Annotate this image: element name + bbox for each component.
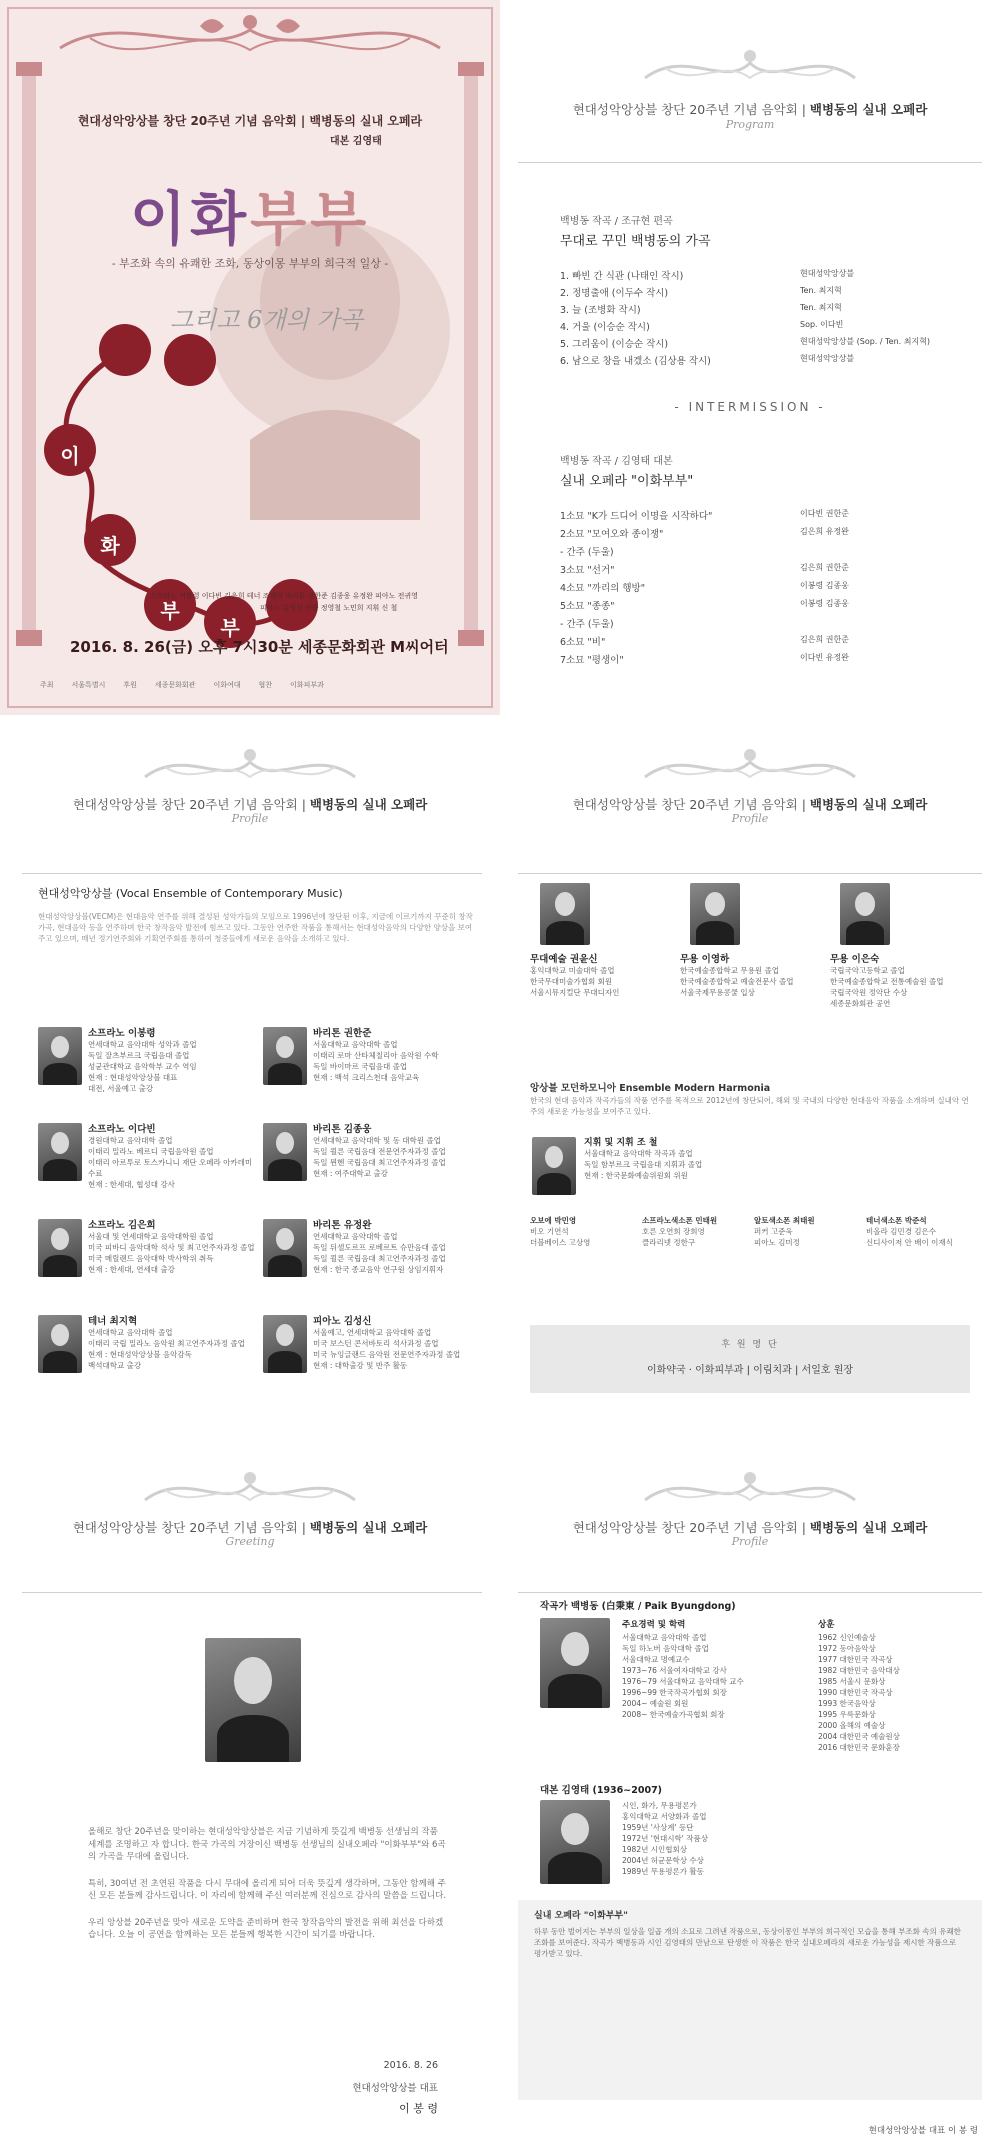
edu-item: 서울대학교 음악대학 졸업 (622, 1633, 707, 1642)
avatar-head (51, 1228, 69, 1250)
ornament-icon (635, 737, 865, 795)
part2-title: 실내 오페라 "이화부부" (560, 474, 694, 489)
running-text: 현대성악앙상블 창단 20주년 기념 음악회 | (572, 1520, 810, 1535)
member-bio-line: 이태리 로마 산타체칠리아 음악원 수학 (313, 1051, 439, 1060)
player-role: 알토색소폰 최태원 (754, 1216, 815, 1225)
sponsor-label-1: 주최 (40, 681, 54, 689)
librettist-photo (540, 1800, 610, 1884)
member-photo (263, 1123, 307, 1181)
part1-credit: 백병동 작곡 / 조규현 편곡 (560, 216, 673, 227)
running-header (500, 1518, 1000, 1536)
part2-credit: 백병동 작곡 / 김영태 대본 (560, 456, 673, 467)
avatar-head (51, 1036, 69, 1058)
staff-role: 무대예술 권윤신 (530, 954, 598, 965)
conductor-bio-line: 서울대학교 음악대학 작곡과 졸업 (584, 1149, 693, 1158)
program-page (500, 0, 1000, 715)
profile-left-page (0, 715, 500, 1425)
player-line: 비오 기연석 (530, 1227, 569, 1236)
member-bio-line: 현재 : 대학출강 및 반주 활동 (313, 1361, 408, 1370)
scene-cast: 이다빈 유정완 (800, 653, 849, 662)
running-bold: 백병동의 실내 오페라 (809, 1520, 928, 1535)
player-role: 소프라노색소폰 민태원 (642, 1216, 718, 1225)
member-bio-line: 독일 뒤셀도르프 로베르트 슈만음대 졸업 (313, 1243, 446, 1252)
staff-photo (690, 883, 740, 945)
member-role: 바리톤 유정완 (313, 1220, 372, 1231)
edu-item: 독일 하노버 음악대학 졸업 (622, 1644, 709, 1653)
poster-chain-illustration (30, 320, 330, 680)
scene-title: 5소묘 "종종" (560, 601, 615, 612)
ensemble-heading: 현대성악앙상블 (Vocal Ensemble of Contemporary Music) (38, 887, 343, 900)
player-line: 호른 오연희 장희영 (642, 1227, 705, 1236)
running-text: 현대성악앙상블 창단 20주년 기념 음악회 | (72, 797, 310, 812)
member-bio-line: 현재 : 한국 종교음악 연구원 상임지휘자 (313, 1265, 444, 1274)
section-label: Profile (731, 812, 769, 825)
divider (22, 873, 482, 874)
poster-title (130, 172, 370, 256)
poster-venue: 세종문화회관 M씨어터 (298, 638, 449, 656)
running-bold: 백병동의 실내 오페라 (809, 797, 928, 812)
part1-title: 무대로 꾸민 백병동의 가곡 (560, 234, 711, 249)
song-title: 1. 빠빈 간 식관 (나태인 작시) (560, 271, 684, 282)
member-bio (313, 1025, 483, 1083)
member-photo (263, 1219, 307, 1277)
avatar-bust (846, 921, 884, 945)
member-bio-line: 현재 : 한세대, 연세대 출강 (88, 1265, 175, 1274)
composer-award-title: 상훈 (818, 1620, 835, 1630)
librettist-heading: 대본 김영태 (1936~2007) (540, 1785, 663, 1796)
award-item: 1982 대한민국 음악대상 (818, 1666, 900, 1675)
running-bold: 백병동의 실내 오페라 (309, 797, 428, 812)
member-bio-line: 경원대학교 음악대학 졸업 (88, 1136, 173, 1145)
member-role: 바리톤 김종웅 (313, 1124, 372, 1135)
member-bio-line: 현재 : 백석 크리스천대 음악교육 (313, 1073, 420, 1082)
song-performer: 현대성악앙상블 (800, 354, 855, 363)
poster-subtitle (70, 112, 430, 129)
avatar-bust (696, 921, 734, 945)
avatar-head (276, 1132, 294, 1154)
divider (518, 162, 982, 163)
chain-char-3: 부 (160, 599, 180, 623)
avatar-bust (43, 1351, 76, 1373)
scene-cast: 김은희 유정완 (800, 527, 849, 536)
sponsor-label-3: 협찬 (258, 681, 273, 689)
profile-right-page (500, 715, 1000, 1425)
member-bio-line: 현재 : 현대성악앙상블 대표 (88, 1073, 178, 1082)
player-block (754, 1215, 862, 1248)
librettist-item: 홍익대학교 서양화과 졸업 (622, 1812, 707, 1821)
running-text: 현대성악앙상블 창단 20주년 기념 음악회 | (572, 797, 810, 812)
member-bio (88, 1217, 258, 1275)
member-bio (313, 1217, 483, 1275)
support-names: 이화약국 · 이화피부과 | 이림치과 | 서일호 원장 (646, 1365, 854, 1376)
edu-item: 1976~79 서울대학교 음악대학 교수 (622, 1677, 744, 1686)
member-bio-line: 현재 : 한세대, 협성대 강사 (88, 1180, 175, 1189)
member-role: 테너 최지혁 (88, 1316, 138, 1327)
avatar-head (705, 892, 725, 916)
ornament-icon (135, 737, 365, 795)
scene-title: 4소묘 "까리의 행방" (560, 583, 646, 594)
award-item: 1993 한국음악상 (818, 1699, 876, 1708)
scene-cast: 이봉령 김종웅 (800, 581, 849, 590)
member-bio-line: 서울대 및 연세대학교 음악대학원 졸업 (88, 1232, 214, 1241)
scene-cast: 이봉령 김종웅 (800, 599, 849, 608)
member-bio-line: 미국 뉴잉글랜드 음악원 전문연주자과정 졸업 (313, 1350, 461, 1359)
staff-bio (830, 951, 972, 1009)
player-block (530, 1215, 638, 1248)
running-header (0, 1518, 500, 1536)
member-photo (38, 1315, 82, 1373)
award-item: 1990 대한민국 작곡상 (818, 1688, 893, 1697)
avatar-bust (43, 1255, 76, 1277)
member-bio (313, 1313, 483, 1371)
member-bio-line: 이태리 밀라노 베르디 국립음악원 졸업 (88, 1147, 214, 1156)
player-line: 더블베이스 고상영 (530, 1238, 591, 1247)
scene-title: 2소묘 "모여오와 종이쟁" (560, 529, 664, 540)
member-role: 피아노 김성신 (313, 1316, 372, 1327)
staff-bio (680, 951, 822, 998)
scene-cast: 김은희 권한준 (800, 635, 849, 644)
ensemble-intro: 현대성악앙상블(VECM)은 현대음악 연주를 위해 결성된 성악가들의 모임으로 1996년에 창단된 이후, 지금에 이르기까지 꾸준히 창작가곡, 현대음악 등을 연주하며 한국 창작음악 발전에 힘쓰고 있다. 그동안 연주한 작품을 통해서는 현대성악음악의 다양한 양상을 보여주고 있으며, 매년 정기연주회와 기획연주회를 통하여 청중들에게 새로운 음악을 소개하고 있다. (38, 912, 473, 943)
conductor-block (584, 1135, 964, 1181)
scene-cast: 이다빈 권한준 (800, 509, 849, 518)
divider (518, 1592, 982, 1593)
member-bio-line: 백석대학교 출강 (88, 1361, 142, 1370)
conductor-bio (584, 1148, 964, 1181)
composer-award-list (818, 1632, 988, 1753)
synopsis-title: 실내 오페라 "이화부부" (534, 1911, 628, 1921)
poster-title-a: 이화 (130, 185, 251, 253)
member-bio-line: 연세대학교 음악대학 졸업 (88, 1328, 173, 1337)
sponsor-2: 세종문화회관 (154, 681, 196, 689)
synopsis-text: 하루 동안 벌어지는 부부의 일상을 일곱 개의 소묘로 그려낸 작품으로, 동상이몽인 부부의 희극적인 모습을 통해 부조화 속의 유쾌한 조화를 보여준다. 작곡가 백병동과 시인 김영태의 만남으로 탄생한 이 작품은 한국 실내오페라의 새로운 가능성을 제시한 작품으로 평가받고 있다. (534, 1927, 961, 1958)
member-role: 소프라노 이봉령 (88, 1028, 156, 1039)
avatar-bust (268, 1255, 301, 1277)
song-title: 5. 그리움이 (이승순 작시) (560, 339, 669, 350)
poster-credits (150, 590, 480, 614)
scene-title: 7소묘 "평생이" (560, 655, 624, 666)
poster-subtitle-script: 그리고 6개의 가곡 (170, 306, 363, 334)
award-item: 2000 올해의 예술상 (818, 1721, 886, 1730)
avatar-bust (268, 1159, 301, 1181)
librettist-item: 2004년 허균문학상 수상 (622, 1856, 704, 1865)
avatar-bust (43, 1063, 76, 1085)
member-photo (38, 1027, 82, 1085)
song-title: 3. 늘 (조병화 작시) (560, 305, 641, 316)
librettist-item: 1989년 무용평론가 활동 (622, 1867, 704, 1876)
member-role: 소프라노 이다빈 (88, 1124, 156, 1135)
avatar-bust (43, 1159, 76, 1181)
conductor-bio-line: 독일 함부르크 국립음대 지휘과 졸업 (584, 1160, 703, 1169)
poster-subtitle-2: 대본 김영태 (330, 136, 382, 147)
greeting-body (88, 1826, 448, 1956)
staff-bio-line: 세종문화회관 공연 (830, 999, 891, 1008)
staff-bio-line: 홍익대학교 미술대학 졸업 (530, 966, 615, 975)
member-bio-line: 성균관대학교 음악학부 교수 역임 (88, 1062, 197, 1071)
avatar-head (855, 892, 875, 916)
player-line: 퍼커 고준욱 (754, 1227, 793, 1236)
member-bio-line: 연세대학교 음악대학 졸업 (313, 1232, 398, 1241)
staff-photo (840, 883, 890, 945)
scene-title: 3소묘 "선거" (560, 565, 615, 576)
greeting-signature: 이 봉 령 (399, 2102, 438, 2115)
member-bio-line: 미국 피바디 음악대학 석사 및 최고연주자과정 졸업 (88, 1243, 255, 1252)
composer-sign: 현대성악앙상블 대표 이 봉 령 (868, 2126, 978, 2136)
member-role: 소프라노 김은희 (88, 1220, 156, 1231)
ensemble-text: 한국의 현대 음악과 작곡가들의 작품 연주를 목적으로 2012년에 창단되어, 해외 및 국내의 다양한 현대음악 작품을 소개하며 실내악 연주의 새로운 가능성을 보여주고 있다. (530, 1096, 969, 1116)
avatar-bust (268, 1063, 301, 1085)
synopsis-box (518, 1900, 982, 2100)
chain-char-4: 부 (220, 616, 240, 640)
scene-title: 6소묘 "비" (560, 637, 606, 648)
avatar-head (276, 1036, 294, 1058)
member-bio (88, 1025, 258, 1094)
sponsor-3: 이화여대 (213, 681, 241, 689)
scene-cast: 김은희 권한준 (800, 563, 849, 572)
greeting-page (0, 1440, 500, 2151)
ornament-icon (635, 1460, 865, 1518)
conductor-bio-line: 현재 : 한국문화예술위원회 위원 (584, 1171, 688, 1180)
avatar-head (51, 1324, 69, 1346)
staff-bio-line: 서울시뮤지컬단 무대디자인 (530, 988, 620, 997)
member-bio-line: 현재 : 현대성악앙상블 음악감독 (88, 1350, 192, 1359)
greeting-org: 현대성악앙상블 대표 (352, 2083, 438, 2094)
staff-bio-line: 한국예술종합학교 예술전문사 졸업 (680, 977, 794, 986)
member-role: 바리톤 권한준 (313, 1028, 372, 1039)
librettist-list (622, 1800, 962, 1877)
award-item: 2004 대한민국 예술원상 (818, 1732, 900, 1741)
avatar-head (276, 1228, 294, 1250)
greeting-date: 2016. 8. 26 (383, 2060, 438, 2071)
section-label: Program (725, 118, 775, 131)
librettist-item: 1959년 '사상계' 등단 (622, 1823, 694, 1832)
award-item: 1972 동아음악상 (818, 1644, 876, 1653)
composer-heading: 작곡가 백병동 (白秉東 / Paik Byungdong) (540, 1601, 736, 1612)
song-performer: 현대성악앙상블 (800, 269, 855, 278)
staff-photo (540, 883, 590, 945)
running-bold: 백병동의 실내 오페라 (309, 1520, 428, 1535)
player-role: 오보에 박민영 (530, 1216, 577, 1225)
player-block (642, 1215, 750, 1248)
award-item: 1995 우륵문화상 (818, 1710, 876, 1719)
edu-item: 2004~ 예술원 회원 (622, 1699, 689, 1708)
member-bio-line: 현재 : 여주대학교 출강 (313, 1169, 388, 1178)
poster-subtitle-line1: 현대성악앙상블 창단 20주년 기념 음악회 | 백병동의 실내 오페라 (77, 114, 423, 128)
poster-page (0, 0, 500, 715)
member-photo (263, 1315, 307, 1373)
poster-sponsors (40, 680, 480, 690)
member-bio-line: 독일 쾰른 국립음대 전문연주자과정 졸업 (313, 1147, 446, 1156)
edu-item: 2008~ 한국예술가곡협회 회장 (622, 1710, 725, 1719)
composer-edu-list (622, 1632, 812, 1720)
player-block (866, 1215, 974, 1248)
avatar-head (276, 1324, 294, 1346)
staff-bio-line: 한국예술종합학교 전통예술원 졸업 (830, 977, 944, 986)
poster-date: 2016. 8. 26(금) 오후 7시30분 (70, 638, 293, 656)
award-item: 1977 대한민국 작곡상 (818, 1655, 893, 1664)
player-line: 클라리넷 정한구 (642, 1238, 696, 1247)
member-bio-line: 서울예고, 연세대학교 음악대학 졸업 (313, 1328, 432, 1337)
edu-item: 서울대학교 명예교수 (622, 1655, 690, 1664)
poster-credits-2: 피아노 김성신 연출 정영철 노민희 지휘 신 철 (260, 604, 398, 612)
staff-bio-line: 국립국악고등학교 졸업 (830, 966, 905, 975)
staff-role: 무용 이은숙 (830, 954, 880, 965)
scene-title: - 간주 (두울) (560, 547, 614, 558)
librettist-item: 시인, 화가, 무용평론가 (622, 1801, 697, 1810)
chain-char-2: 화 (100, 534, 120, 558)
player-line: 피아노 김미정 (754, 1238, 800, 1247)
player-line: 신디사이저 안 배이 이재식 (866, 1238, 953, 1247)
member-photo (38, 1123, 82, 1181)
member-bio-line: 이태리 아르투로 토스카니니 재단 오페라 아카데미 수료 (88, 1158, 253, 1178)
staff-role: 무용 이영하 (680, 954, 730, 965)
running-text: 현대성악앙상블 창단 20주년 기념 음악회 | (572, 102, 810, 117)
greeting-paragraph: 올해로 창단 20주년을 맞이하는 현대성악앙상블은 지금 기념하게 뜻깊게 백병동 선생님의 작품 세계를 조명하고 자 합니다. 한국 가곡의 거장이신 백병동 선생님의 실내오페라 "이화부부"와 6곡의 가곡을 무대에 올립니다. (88, 1827, 446, 1862)
composer-edu-title: 주요경력 및 학력 (622, 1620, 686, 1630)
song-title: 2. 정명출애 (이두수 작시) (560, 288, 669, 299)
member-bio-line: 미국 메릴랜드 음악대학 박사학위 취득 (88, 1254, 214, 1263)
avatar-bust (268, 1351, 301, 1373)
edu-item: 1996~99 한국작곡가협회 회장 (622, 1688, 727, 1697)
running-text: 현대성악앙상블 창단 20주년 기념 음악회 | (72, 1520, 310, 1535)
member-bio-line: 연세대학교 음악대학 및 동 대학원 졸업 (313, 1136, 441, 1145)
member-bio-line: 독일 바이마르 국립음대 졸업 (313, 1062, 408, 1071)
member-bio-line: 대전, 서울예고 출강 (88, 1084, 154, 1093)
award-item: 1962 신인예술상 (818, 1633, 876, 1642)
member-bio (88, 1121, 258, 1190)
player-line: 비올라 김민경 김은수 (866, 1227, 936, 1236)
greeting-paragraph: 우리 앙상블 20주년을 맞아 새로운 도약을 준비하며 한국 창작음악의 발전을 위해 최선을 다하겠습니다. 오늘 이 공연을 함께하는 모든 분들께 행복한 시간이 되기를 바랍니다. (88, 1917, 444, 1940)
scene-title: 1소묘 "K가 드디어 이명을 시작하다" (560, 511, 713, 522)
librettist-item: 1982년 시인협회상 (622, 1845, 687, 1854)
sponsor-label-2: 후원 (123, 681, 137, 689)
section-label: Profile (731, 1535, 769, 1548)
song-title: 6. 남으로 창을 내겠소 (김상용 작시) (560, 356, 711, 367)
section-label: Greeting (225, 1535, 275, 1548)
chain-char-1: 이 (60, 444, 80, 468)
sponsor-4: 이화피부과 (290, 681, 324, 689)
member-bio-line: 미국 보스턴 콘서바토리 석사과정 졸업 (313, 1339, 439, 1348)
intermission: - INTERMISSION - (674, 400, 826, 414)
ornament-icon (135, 1460, 365, 1518)
composer-photo (540, 1618, 610, 1708)
player-role: 테너색소폰 박준석 (866, 1216, 927, 1225)
running-bold: 백병동의 실내 오페라 (809, 102, 928, 117)
support-label: 후 원 명 단 (721, 1340, 779, 1350)
avatar-head (51, 1132, 69, 1154)
award-item: 1985 서울시 문화상 (818, 1677, 886, 1686)
ornament-icon (635, 38, 865, 96)
member-bio-line: 독일 잘츠부르크 국립음대 졸업 (88, 1051, 190, 1060)
staff-bio-line: 한국무대미술가협회 회원 (530, 977, 613, 986)
song-title: 4. 거울 (이승순 작시) (560, 322, 650, 333)
song-performer: 현대성악앙상블 (Sop. / Ten. 최지혁) (800, 337, 931, 346)
song-performer: Ten. 최지혁 (800, 286, 842, 295)
support-box (530, 1325, 970, 1393)
running-header (500, 100, 1000, 118)
scene-title: - 간주 (두울) (560, 619, 614, 630)
poster-credits-1: 소프라노 이봉령 이다빈 김은희 테너 조재희 바리톤 권한준 김종웅 유정완 피아노 전귀영 (150, 592, 418, 600)
composer-page (500, 1440, 1000, 2151)
section-label: Profile (231, 812, 269, 825)
librettist-item: 1972년 '현대시학' 작품상 (622, 1834, 708, 1843)
member-photo (263, 1027, 307, 1085)
award-item: 2016 대한민국 문화훈장 (818, 1743, 900, 1752)
member-bio-line: 독일 쾰른 국립음대 최고연주자과정 졸업 (313, 1254, 446, 1263)
ensemble-title: 앙상블 모던하모니아 Ensemble Modern Harmonia (530, 1083, 771, 1094)
sponsor-1: 서울특별시 (71, 681, 106, 689)
conductor-photo (532, 1137, 576, 1195)
member-photo (38, 1219, 82, 1277)
staff-bio-line: 서울국제무용콩쿨 입상 (680, 988, 755, 997)
greeting-paragraph: 특히, 30여년 전 초연된 작품을 다시 무대에 올리게 되어 더욱 뜻깊게 생각하며, 그동안 함께해 주신 모든 분들께 감사드립니다. 이 자리에 함께해 주신 여러분께 진심으로 감사의 말씀을 드립니다. (88, 1878, 447, 1901)
member-bio (313, 1121, 483, 1179)
avatar-head (555, 892, 575, 916)
member-bio-line: 서울대학교 음악대학 졸업 (313, 1040, 398, 1049)
staff-bio-line: 국립국악원 정악단 수상 (830, 988, 908, 997)
staff-bio-line: 한국예술종합학교 무용원 졸업 (680, 966, 779, 975)
poster-tagline: - 부조화 속의 유쾌한 조화, 동상이몽 부부의 희극적 일상 - (111, 257, 389, 270)
poster-title-b: 부부 (250, 185, 371, 253)
running-header (0, 795, 500, 813)
song-performer: Sop. 이다빈 (800, 320, 844, 329)
member-bio-line: 연세대학교 음악대학 성악과 졸업 (88, 1040, 197, 1049)
member-bio (88, 1313, 258, 1371)
divider (22, 1592, 482, 1593)
staff-bio (530, 951, 672, 998)
conductor-role: 지휘 및 지휘 조 철 (584, 1138, 658, 1148)
song-performer: Ten. 최지혁 (800, 303, 842, 312)
director-photo (205, 1638, 301, 1762)
avatar-bust (546, 921, 584, 945)
edu-item: 1973~76 서울여자대학교 강사 (622, 1666, 727, 1675)
member-bio-line: 이태리 국립 밀라노 음악원 최고연주자과정 졸업 (88, 1339, 245, 1348)
divider (518, 873, 982, 874)
running-header (500, 795, 1000, 813)
member-bio-line: 독일 뮌헨 국립음대 최고연주자과정 졸업 (313, 1158, 446, 1167)
